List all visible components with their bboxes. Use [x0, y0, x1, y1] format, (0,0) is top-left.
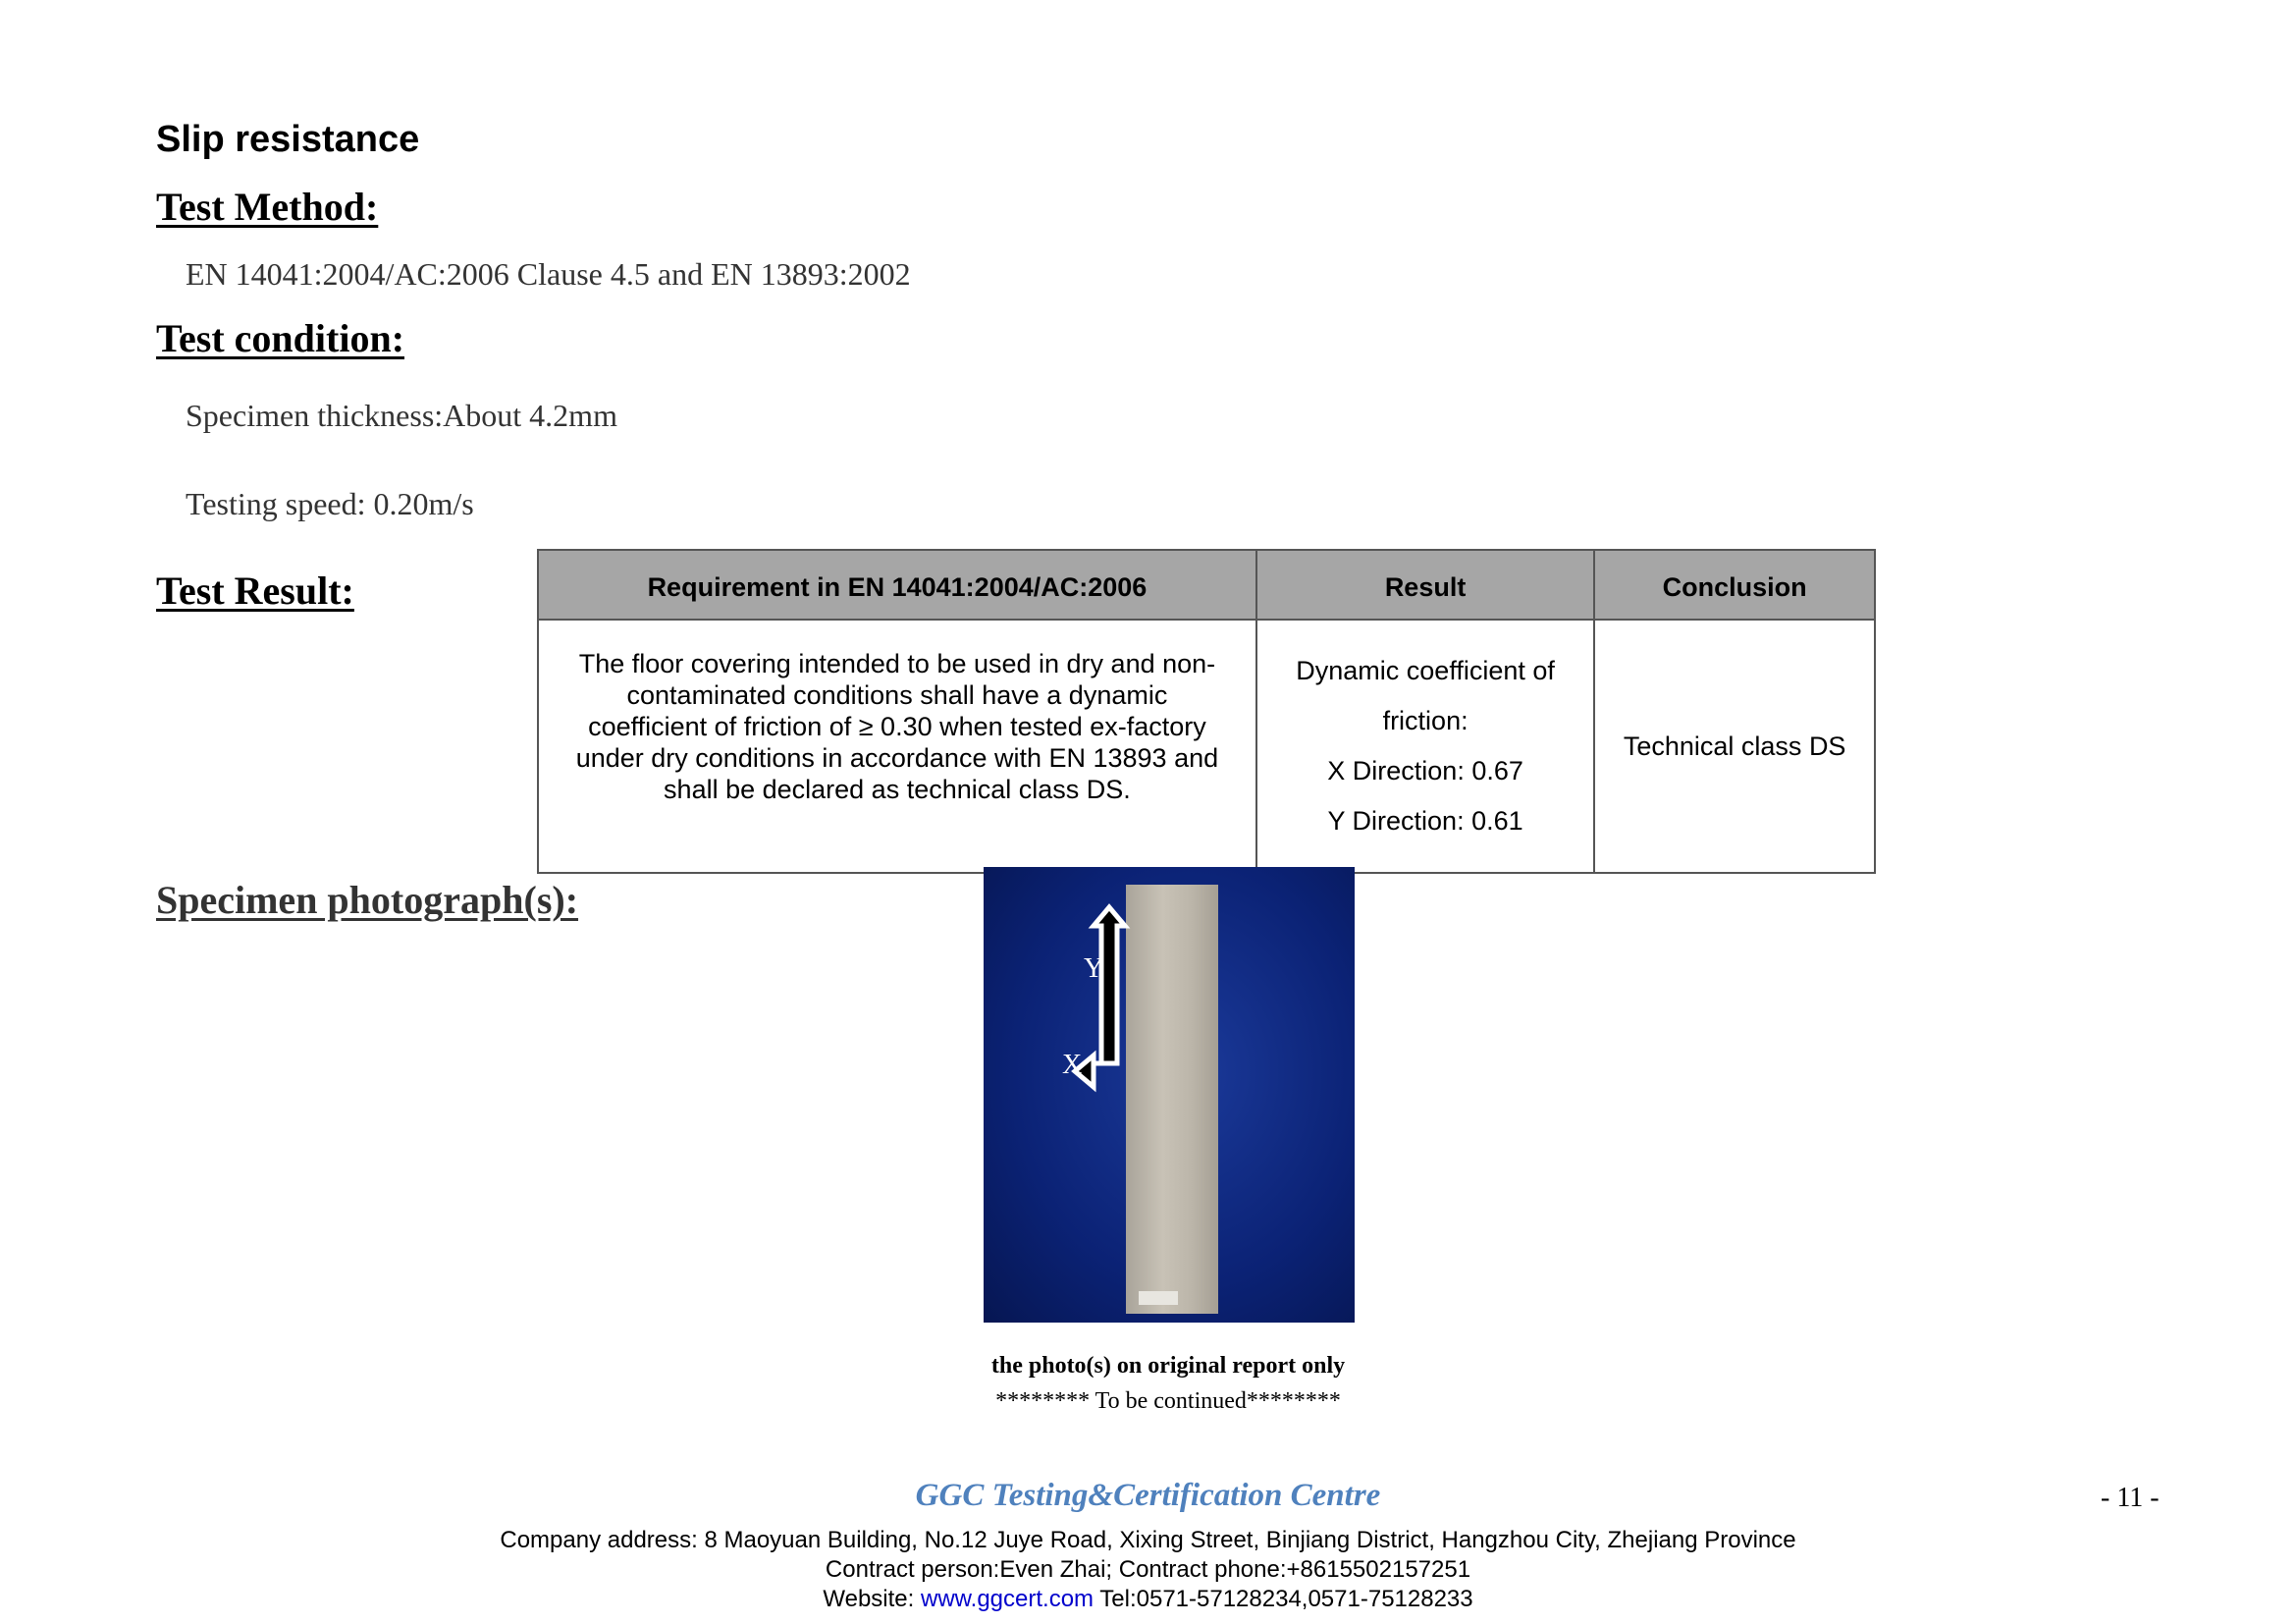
requirement-line: under dry conditions in accordance with EN 13893 and — [575, 743, 1219, 773]
table-header-row — [538, 550, 1875, 620]
result-line: X Direction: 0.67 — [1327, 756, 1523, 785]
specimen-heading: Specimen photograph(s): — [156, 878, 579, 922]
result-cell — [1256, 620, 1594, 873]
test-result-heading: Test Result: — [156, 568, 354, 613]
conclusion-cell: Technical class DS — [1594, 620, 1875, 873]
result-line: friction: — [1382, 706, 1468, 735]
website-prefix: Website: — [823, 1586, 921, 1612]
column-header-requirement: Requirement in EN 14041:2004/AC:2006 — [538, 550, 1256, 620]
website-link[interactable]: www.ggcert.com — [920, 1586, 1095, 1612]
telephone: Tel:0571-57128234,0571-75128233 — [1094, 1586, 1473, 1612]
column-header-result: Result — [1256, 550, 1594, 620]
page-number: - 11 - — [2101, 1483, 2160, 1513]
testing-speed: Testing speed: 0.20m/s — [186, 486, 474, 521]
result-line: Y Direction: 0.61 — [1327, 806, 1523, 836]
requirement-line: coefficient of friction of ≥ 0.30 when tested ex-factory — [588, 712, 1206, 741]
test-method-text: EN 14041:2004/AC:2006 Clause 4.5 and EN 13893:2002 — [186, 256, 911, 292]
requirement-line: The floor covering intended to be used in dry and non- — [578, 649, 1216, 678]
requirement-cell — [538, 620, 1256, 873]
direction-arrows-icon — [984, 867, 1355, 1323]
contact-info: Contract person:Even Zhai; Contract phone:+8615502157251 — [825, 1556, 1471, 1583]
company-address: Company address: 8 Maoyuan Building, No.12 Juye Road, Xixing Street, Binjiang District, Hangzhou City, Zhejiang Province — [500, 1527, 1796, 1553]
photo-caption: the photo(s) on original report only — [990, 1353, 1346, 1379]
organization-name: GGC Testing&Certification Centre — [915, 1478, 1381, 1513]
test-method-heading: Test Method: — [156, 185, 379, 229]
x-axis-label: X — [1062, 1050, 1083, 1080]
specimen-photo — [984, 867, 1355, 1323]
requirement-line: contaminated conditions shall have a dynamic — [626, 680, 1168, 710]
test-condition-heading: Test condition: — [156, 316, 405, 360]
result-line: Dynamic coefficient of — [1296, 656, 1555, 685]
requirement-line: shall be declared as technical class DS. — [664, 775, 1131, 804]
specimen-thickness: Specimen thickness:About 4.2mm — [186, 398, 617, 433]
to-be-continued: ******** To be continued******** — [995, 1388, 1341, 1414]
table-row — [538, 620, 1875, 873]
y-axis-label: Y — [1084, 953, 1104, 984]
result-table — [537, 549, 1876, 874]
section-title: Slip resistance — [156, 119, 420, 160]
website-line — [0, 1586, 2296, 1613]
column-header-conclusion: Conclusion — [1594, 550, 1875, 620]
